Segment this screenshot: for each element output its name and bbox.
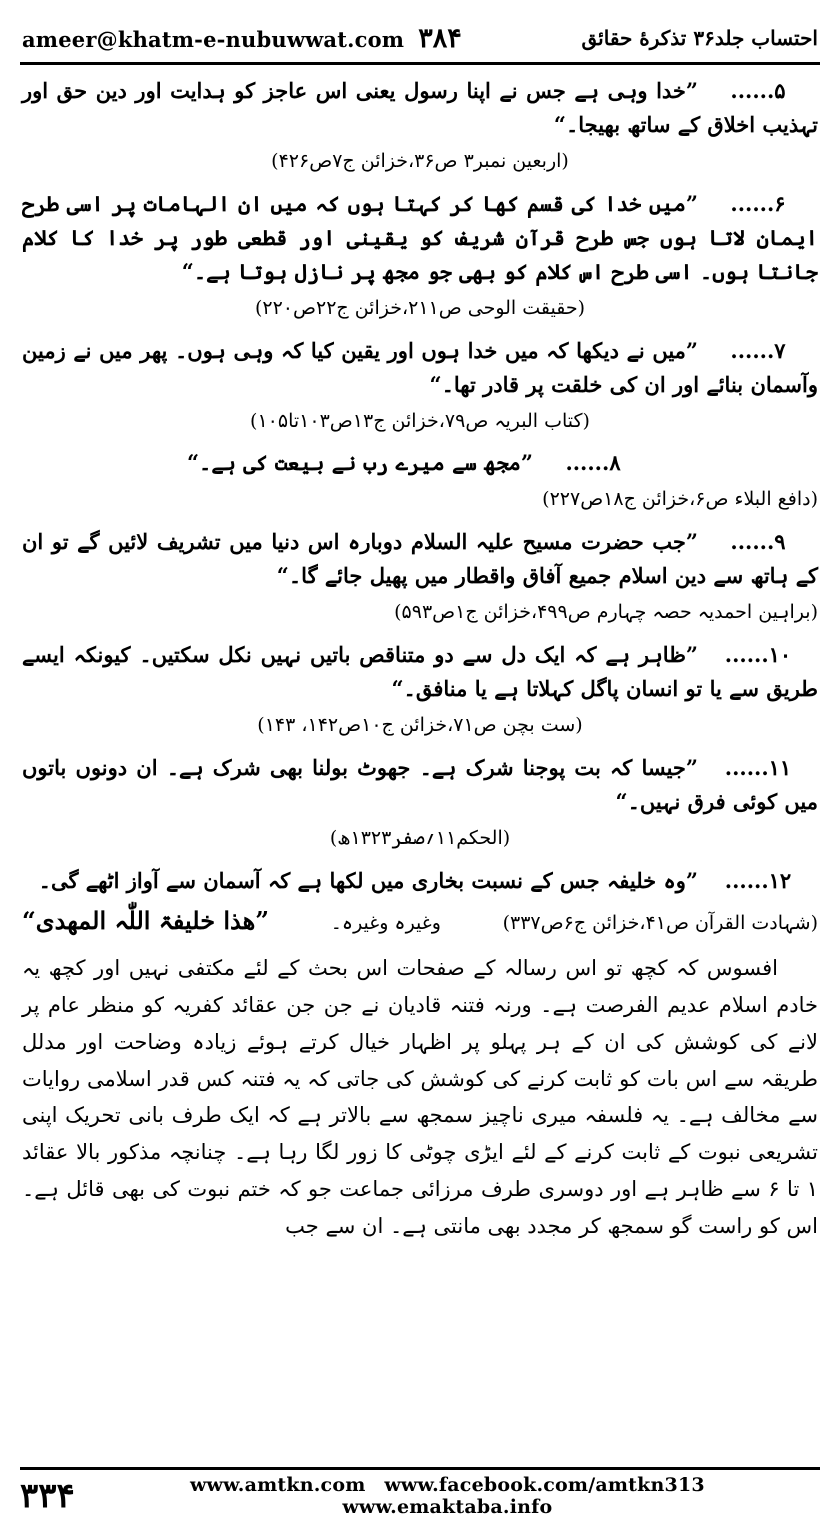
list-item	[22, 864, 818, 898]
item-index: ۸	[609, 450, 621, 476]
item-number	[698, 864, 818, 898]
closing-paragraph: افسوس کہ کچھ تو اس رسالہ کے صفحات اس بحث کے لئے مکتفی نہیں اور کچھ یہ خادم اسلام عدیم الفرصت ہے۔ ورنہ فتنہ قادیان نے جن جن عقائد کفریہ کو منظر عام پر لانے کی کوشش کی ان کے ہر پہلو پر اظہار خیال کرتے ہوئے زیادہ وضاحت اور مدلل طریقہ سے اس بات کو ثابت کرنے کی کوشش کی جاتی کہ یہ فتنہ کس قدر اسلامی روایات سے مخالف ہے۔ یہ فلسفہ میری ناچیز سمجھ سے بالاتر ہے کہ ایک طرف بانی تحریک اپنی تشریعی نبوت کے ثابت کرنے کے لئے ایڑی چوٹی کا زور لگا رہا ہے۔ چنانچہ مذکور بالا عقائد ۱ تا ۶ سے ظاہر ہے اور دوسری طرف مرزائی جماعت جو کہ ختم نبوت کی بھی قائل ہے۔ اس کو راست گو سمجھ کر مجدد بھی مانتی ہے۔ ان سے جب	[22, 956, 819, 1238]
header-left-group	[22, 23, 462, 54]
item-reference: (کتاب البریہ ص۷۹،خزائن ج۱۳ص۱۰۳تا۱۰۵)	[250, 409, 590, 432]
header-email: ameer@khatm-e-nubuwwat.com	[22, 26, 405, 52]
item-text: ”ظاہر ہے کہ ایک دل سے دو متناقص باتیں نہیں نکل سکتیں۔ کیونکہ ایسے طریق سے یا تو انسان پاگل کہلاتا ہے یا منافق۔“	[22, 641, 818, 701]
list-item	[22, 334, 818, 402]
page-header	[22, 16, 818, 60]
item-number	[698, 334, 818, 368]
list-item	[22, 74, 818, 142]
item-tail-text: وغیرہ وغیرہ۔	[330, 911, 441, 934]
footer-link-emaktaba[interactable]: www.emaktaba.info	[342, 1496, 553, 1518]
list-item	[22, 187, 818, 289]
item-reference: (دافع البلاء ص۶،خزائن ج۱۸ص۲۲۷)	[542, 488, 818, 511]
footer-page-number: ۳۳۴	[20, 1476, 75, 1516]
item-index: ۷	[774, 337, 786, 363]
item-index: ۱۱	[768, 754, 792, 780]
footer-link-facebook[interactable]: www.facebook.com/amtkn313	[384, 1474, 705, 1496]
item-index: ۱۰	[768, 641, 792, 667]
page-footer	[0, 1464, 840, 1526]
item-dots: ......	[724, 754, 769, 780]
item-reference: (حقیقت الوحی ص۲۱۱،خزائن ج۲۲ص۲۲۰)	[254, 296, 586, 319]
item-dots: ......	[724, 641, 769, 667]
item-dots: ......	[724, 867, 769, 893]
item-text: ”جب حضرت مسیح علیہ السلام دوبارہ اس دنیا میں تشریف لائیں گے تو ان کے ہاتھ سے دین اسلام جمیع آفاق واقطار میں پھیل جائے گا۔“	[22, 529, 818, 589]
item-dots: ......	[565, 450, 610, 476]
item-number	[698, 751, 818, 785]
item-index: ۹	[774, 529, 786, 555]
item-reference: (شہادت القرآن ص۴۱،خزائن ج۶ص۳۳۷)	[502, 911, 818, 934]
item-dots: ......	[730, 337, 775, 363]
list-item	[22, 525, 818, 593]
footer-inner	[20, 1474, 820, 1518]
item-reference: (الحکم۱۱؍صفر۱۳۲۳ھ)	[329, 826, 511, 849]
item-number	[698, 187, 818, 221]
page-body	[22, 74, 818, 1440]
item-dots: ......	[730, 190, 775, 216]
item-number	[533, 446, 653, 480]
item-dots: ......	[730, 529, 775, 555]
item-number	[698, 74, 818, 108]
item-index: ۵	[774, 78, 786, 103]
item-text: ”میں خدا کی قسم کھا کر کہتا ہوں کہ میں ان الہامات پر اسی طرح ایمان لاتا ہوں جس طرح قرآن شریف کو یقینی اور قطعی طور پر خدا کا کلام جانتا ہوں۔ اسی طرح اس کلام کو بھی جو مجھ پر نازل ہوتا ہے۔“	[22, 190, 818, 284]
item-reference: (اربعین نمبر۳ ص۳۶،خزائن ج۷ص۴۲۶)	[271, 150, 569, 173]
item-text: ”مجھ سے میرے رب نے بیعت کی ہے۔“	[186, 450, 534, 476]
item-text: ”وہ خلیفہ جس کے نسبت بخاری میں لکھا ہے کہ آسمان سے آواز اٹھے گی۔	[38, 867, 698, 893]
item-number	[698, 638, 818, 672]
arabic-quote: ”ھذا خلیفۃ اللّٰہ المھدی“	[22, 905, 270, 935]
footer-links	[75, 1474, 820, 1518]
item-reference: (براہین احمدیہ حصہ چہارم ص۴۹۹،خزائن ج۱ص۵۹۳)	[394, 601, 818, 624]
header-running-title: احتساب جلد۳۶ تذکرۀ حقائق	[581, 26, 818, 50]
item-number	[698, 525, 818, 559]
list-item	[22, 638, 818, 706]
list-item	[22, 446, 818, 480]
item-text: ”خدا وہی ہے جس نے اپنا رسول یعنی اس عاجز کو ہدایت اور دین حق اور تہذیب اخلاق کے ساتھ بھیجا۔“	[22, 78, 818, 138]
list-item	[22, 751, 818, 819]
item-text: ”جیسا کہ بت پوجنا شرک ہے۔ جھوٹ بولنا بھی شرک ہے۔ ان دونوں باتوں میں کوئی فرق نہیں۔“	[22, 754, 818, 814]
item-reference-row	[22, 902, 818, 941]
item-index: ۱۲	[768, 867, 792, 893]
footer-link-website[interactable]: www.amtkn.com	[190, 1474, 366, 1496]
header-page-number: ۳۸۴	[418, 22, 462, 54]
item-index: ۶	[774, 190, 786, 216]
item-reference: (ست بچن ص۷۱،خزائن ج۱۰ص۱۴۲، ۱۴۳)	[257, 714, 583, 737]
item-text: ”میں نے دیکھا کہ میں خدا ہوں اور یقین کیا کہ وہی ہوں۔ پھر میں نے زمین وآسمان بنائے اور ان کی خلقت پر قادر تھا۔“	[22, 337, 818, 397]
header-divider	[20, 62, 820, 65]
item-dots: ......	[730, 78, 775, 103]
